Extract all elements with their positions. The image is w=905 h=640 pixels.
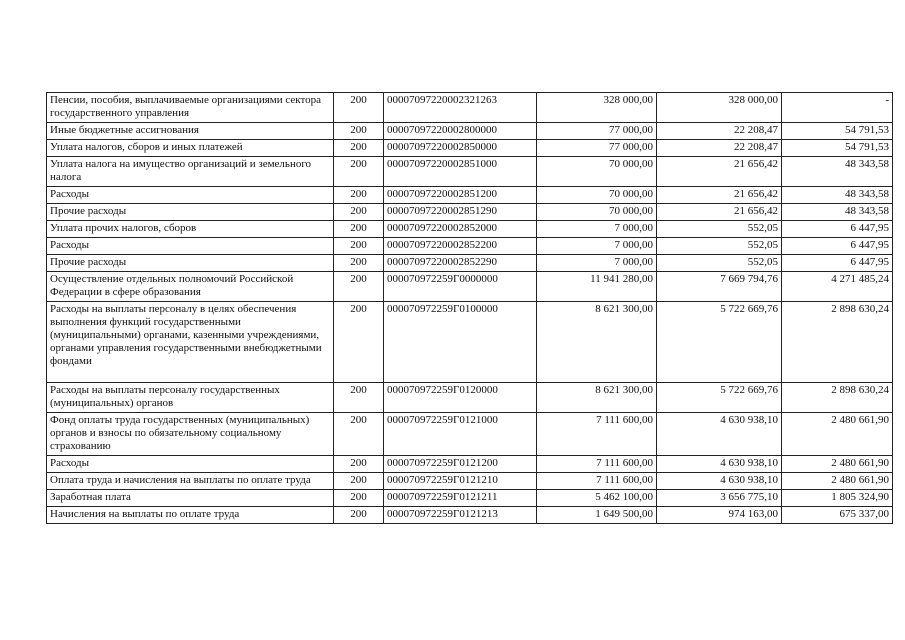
budget-code-cell: 00007097220002321263	[384, 93, 537, 123]
approved-amount-cell: 7 111 600,00	[537, 413, 657, 456]
line-code-cell: 200	[334, 187, 384, 204]
budget-code-cell: 00007097220002852290	[384, 255, 537, 272]
line-code-cell: 200	[334, 140, 384, 157]
budget-code-cell: 000070972259Г0121000	[384, 413, 537, 456]
remaining-amount-cell: 2 480 661,90	[782, 413, 893, 456]
approved-amount-cell: 11 941 280,00	[537, 272, 657, 302]
table-row	[47, 204, 893, 221]
approved-amount-cell: 7 000,00	[537, 255, 657, 272]
table-row	[47, 456, 893, 473]
line-code-cell: 200	[334, 413, 384, 456]
remaining-amount-cell: 2 898 630,24	[782, 383, 893, 413]
remaining-amount-cell: 2 480 661,90	[782, 473, 893, 490]
expense-name-cell: Расходы	[47, 187, 334, 204]
line-code-cell: 200	[334, 221, 384, 238]
budget-code-cell: 00007097220002850000	[384, 140, 537, 157]
executed-amount-cell: 974 163,00	[657, 507, 782, 524]
line-code-cell: 200	[334, 272, 384, 302]
table-row	[47, 473, 893, 490]
table-row	[47, 255, 893, 272]
approved-amount-cell: 8 621 300,00	[537, 383, 657, 413]
approved-amount-cell: 70 000,00	[537, 157, 657, 187]
expense-name-cell: Расходы на выплаты персоналу государственных (муниципальных) органов	[47, 383, 334, 413]
table-row	[47, 187, 893, 204]
budget-code-cell: 000070972259Г0120000	[384, 383, 537, 413]
budget-code-cell: 00007097220002852200	[384, 238, 537, 255]
table-row	[47, 93, 893, 123]
approved-amount-cell: 70 000,00	[537, 204, 657, 221]
approved-amount-cell: 328 000,00	[537, 93, 657, 123]
expense-name-cell: Оплата труда и начисления на выплаты по оплате труда	[47, 473, 334, 490]
line-code-cell: 200	[334, 157, 384, 187]
executed-amount-cell: 21 656,42	[657, 204, 782, 221]
expense-name-cell: Иные бюджетные ассигнования	[47, 123, 334, 140]
executed-amount-cell: 7 669 794,76	[657, 272, 782, 302]
approved-amount-cell: 77 000,00	[537, 140, 657, 157]
table-row	[47, 272, 893, 302]
expense-name-cell: Пенсии, пособия, выплачиваемые организациями сектора государственного управления	[47, 93, 334, 123]
table-row	[47, 157, 893, 187]
budget-code-cell: 000070972259Г0121210	[384, 473, 537, 490]
expense-name-cell: Расходы на выплаты персоналу в целях обеспечения выполнения функций государственными (муниципальными) органами, казенными учреждениями, органами управления государственными внебюджетными фондами	[47, 302, 334, 383]
line-code-cell: 200	[334, 238, 384, 255]
budget-code-cell: 000070972259Г0121213	[384, 507, 537, 524]
remaining-amount-cell: 675 337,00	[782, 507, 893, 524]
approved-amount-cell: 7 000,00	[537, 238, 657, 255]
remaining-amount-cell: 6 447,95	[782, 255, 893, 272]
executed-amount-cell: 4 630 938,10	[657, 413, 782, 456]
remaining-amount-cell: 6 447,95	[782, 221, 893, 238]
expense-name-cell: Уплата налога на имущество организаций и земельного налога	[47, 157, 334, 187]
expense-name-cell: Расходы	[47, 456, 334, 473]
table-row	[47, 140, 893, 157]
executed-amount-cell: 4 630 938,10	[657, 456, 782, 473]
table-row	[47, 123, 893, 140]
remaining-amount-cell: -	[782, 93, 893, 123]
line-code-cell: 200	[334, 204, 384, 221]
executed-amount-cell: 21 656,42	[657, 157, 782, 187]
expense-name-cell: Заработная плата	[47, 490, 334, 507]
line-code-cell: 200	[334, 123, 384, 140]
table-row	[47, 507, 893, 524]
remaining-amount-cell: 54 791,53	[782, 140, 893, 157]
budget-code-cell: 000070972259Г0121200	[384, 456, 537, 473]
budget-code-cell: 000070972259Г0121211	[384, 490, 537, 507]
remaining-amount-cell: 2 898 630,24	[782, 302, 893, 383]
line-code-cell: 200	[334, 456, 384, 473]
approved-amount-cell: 7 111 600,00	[537, 473, 657, 490]
executed-amount-cell: 552,05	[657, 255, 782, 272]
remaining-amount-cell: 48 343,58	[782, 157, 893, 187]
expense-name-cell: Прочие расходы	[47, 255, 334, 272]
remaining-amount-cell: 1 805 324,90	[782, 490, 893, 507]
executed-amount-cell: 4 630 938,10	[657, 473, 782, 490]
budget-table	[46, 92, 893, 524]
budget-code-cell: 000070972259Г0100000	[384, 302, 537, 383]
expense-name-cell: Начисления на выплаты по оплате труда	[47, 507, 334, 524]
approved-amount-cell: 7 000,00	[537, 221, 657, 238]
table-row	[47, 413, 893, 456]
line-code-cell: 200	[334, 302, 384, 383]
remaining-amount-cell: 2 480 661,90	[782, 456, 893, 473]
budget-code-cell: 000070972259Г0000000	[384, 272, 537, 302]
executed-amount-cell: 5 722 669,76	[657, 302, 782, 383]
line-code-cell: 200	[334, 490, 384, 507]
remaining-amount-cell: 48 343,58	[782, 187, 893, 204]
line-code-cell: 200	[334, 93, 384, 123]
approved-amount-cell: 1 649 500,00	[537, 507, 657, 524]
budget-code-cell: 00007097220002852000	[384, 221, 537, 238]
table-row	[47, 302, 893, 383]
expense-name-cell: Фонд оплаты труда государственных (муниципальных) органов и взносы по обязательному социальному страхованию	[47, 413, 334, 456]
remaining-amount-cell: 4 271 485,24	[782, 272, 893, 302]
line-code-cell: 200	[334, 383, 384, 413]
executed-amount-cell: 5 722 669,76	[657, 383, 782, 413]
executed-amount-cell: 21 656,42	[657, 187, 782, 204]
budget-code-cell: 00007097220002851000	[384, 157, 537, 187]
line-code-cell: 200	[334, 473, 384, 490]
executed-amount-cell: 3 656 775,10	[657, 490, 782, 507]
table-row	[47, 490, 893, 507]
remaining-amount-cell: 48 343,58	[782, 204, 893, 221]
budget-code-cell: 00007097220002851290	[384, 204, 537, 221]
budget-table-body	[47, 93, 893, 524]
expense-name-cell: Осуществление отдельных полномочий Российской Федерации в сфере образования	[47, 272, 334, 302]
executed-amount-cell: 552,05	[657, 238, 782, 255]
budget-code-cell: 00007097220002851200	[384, 187, 537, 204]
approved-amount-cell: 70 000,00	[537, 187, 657, 204]
approved-amount-cell: 77 000,00	[537, 123, 657, 140]
executed-amount-cell: 328 000,00	[657, 93, 782, 123]
approved-amount-cell: 7 111 600,00	[537, 456, 657, 473]
remaining-amount-cell: 6 447,95	[782, 238, 893, 255]
table-row	[47, 238, 893, 255]
approved-amount-cell: 5 462 100,00	[537, 490, 657, 507]
expense-name-cell: Расходы	[47, 238, 334, 255]
executed-amount-cell: 22 208,47	[657, 140, 782, 157]
remaining-amount-cell: 54 791,53	[782, 123, 893, 140]
expense-name-cell: Уплата налогов, сборов и иных платежей	[47, 140, 334, 157]
expense-name-cell: Прочие расходы	[47, 204, 334, 221]
line-code-cell: 200	[334, 507, 384, 524]
table-row	[47, 383, 893, 413]
expense-name-cell: Уплата прочих налогов, сборов	[47, 221, 334, 238]
budget-code-cell: 00007097220002800000	[384, 123, 537, 140]
table-row	[47, 221, 893, 238]
approved-amount-cell: 8 621 300,00	[537, 302, 657, 383]
executed-amount-cell: 22 208,47	[657, 123, 782, 140]
line-code-cell: 200	[334, 255, 384, 272]
executed-amount-cell: 552,05	[657, 221, 782, 238]
